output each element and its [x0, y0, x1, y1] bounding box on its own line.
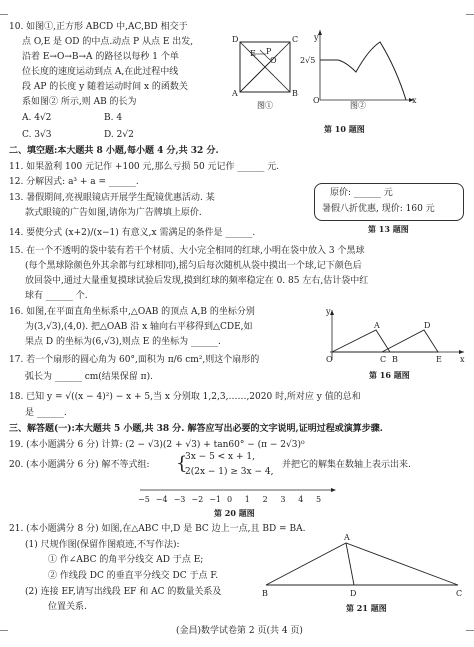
- q10-option-c: C. 3√3: [22, 130, 52, 140]
- q14-text: 14. 要使分式 (x+2)/(x−1) 有意义,x 需满足的条件是 ______.: [9, 228, 256, 238]
- q13-line1: 13. 暑假期间,亮视眼镜店开展学生配镜优惠活动. 某: [9, 193, 215, 203]
- page-footer: (金昌)数学试卷第 2 页(共 4 页): [176, 626, 303, 636]
- q20-number-line: [138, 484, 338, 498]
- q10-label-e: E: [250, 49, 256, 58]
- q21-line2: (1) 尺规作图(保留作图痕迹,不写作法):: [25, 540, 180, 550]
- number-line-tick: −2: [191, 495, 204, 504]
- q21-label-b: B: [262, 589, 268, 598]
- q21-line6: 位置关系.: [48, 602, 87, 612]
- q13-figure-caption: 第 13 题图: [368, 224, 409, 234]
- q10-label-d: D: [232, 35, 239, 44]
- q10-graph-value: 2√5: [300, 56, 316, 65]
- q15-line3: 放回袋中,通过大量重复摸球试验后发现,摸到红球的频率稳定在 0. 85 左右,估计袋中红: [25, 276, 369, 286]
- q17-line2: 弧长为 ______ cm(结果保留 π).: [25, 372, 153, 382]
- q10-label-o: O: [270, 56, 277, 65]
- q21-figure-caption: 第 21 题图: [346, 603, 387, 613]
- q16-label-x: x: [460, 355, 465, 364]
- number-line-tick: −3: [173, 495, 186, 504]
- q18-line1: 18. 已知 y = √((x − 4)²) − x + 5,当 x 分别取 1,2,3,……,2020 时,所对应 y 值的总和: [9, 392, 361, 402]
- q16-label-o: O: [326, 355, 333, 364]
- q12-text: 12. 分解因式: a³ + a = ______.: [9, 177, 139, 187]
- q10-option-b: B. 4: [104, 113, 123, 123]
- q16-label-y: y: [326, 307, 331, 316]
- q16-label-e: E: [436, 355, 442, 364]
- number-line-tick: −4: [155, 495, 168, 504]
- q21-line5: (2) 连接 EF,请写出线段 EF 和 AC 的数量关系及: [25, 587, 222, 597]
- q16-line2: 为(3,√3),(4,0). 把△OAB 沿 x 轴向右平移得到△CDE,如: [25, 322, 253, 332]
- q10-graph-x-label: x: [412, 96, 417, 105]
- section-2-heading: 二、填空题:本大题共 8 小题,每小题 4 分,共 32 分.: [9, 146, 219, 156]
- q16-figure-caption: 第 16 题图: [369, 370, 410, 380]
- q13-ad-line2: 暑假八折优惠, 现价: 160 元: [322, 204, 435, 214]
- crop-mark: [466, 630, 474, 631]
- q11-text: 11. 如果盈利 100 元记作 +100 元,那么亏损 50 元记作 ______ 元.: [9, 162, 280, 172]
- number-line-tick: 4: [298, 495, 304, 504]
- q10-label-a: A: [232, 89, 238, 98]
- q21-line3: ① 作∠ABC 的角平分线交 AD 于点 E;: [48, 555, 204, 565]
- number-line-tick: 5: [316, 495, 322, 504]
- number-line-tick: 0: [227, 495, 233, 504]
- q20-brace: {: [176, 453, 188, 474]
- number-line-tick: −5: [138, 495, 150, 504]
- crop-mark: [466, 14, 474, 15]
- number-line-tick: 1: [244, 495, 250, 504]
- number-line-tick: −1: [209, 495, 221, 504]
- q20-figure-caption: 第 20 题图: [214, 508, 255, 518]
- q21-label-c: C: [456, 589, 463, 598]
- q16-label-b: B: [392, 355, 398, 364]
- q20-line1: 20. (本小题满分 6 分) 解不等式组:: [9, 460, 150, 470]
- q10-line1: 10. 如图①,正方形 ABCD 中,AC,BD 相交于: [9, 22, 188, 32]
- q20-line1-end: 并把它的解集在数轴上表示出来.: [282, 460, 411, 470]
- q21-label-a: A: [344, 533, 350, 542]
- crop-mark: [0, 630, 8, 631]
- number-line-tick: 2: [262, 495, 268, 504]
- q10-line6: 系如图② 所示,则 AB 的长为: [22, 97, 137, 107]
- q10-fig1-label: 图①: [257, 101, 273, 110]
- crop-mark: [0, 14, 8, 15]
- q21-line4: ② 作线段 DC 的垂直平分线交 DC 于点 F.: [48, 571, 219, 581]
- q10-line3: 沿着 E→O→B→A 的路径以每秒 1 个单: [22, 52, 179, 62]
- q10-line4: 位长度的速度运动到点 A,在此过程中线: [22, 67, 179, 77]
- section-3-heading: 三、解答题(一):本大题共 5 小题,共 38 分. 解答应写出必要的文字说明,证明过程或演算步骤.: [9, 424, 383, 434]
- q10-graph-figure: [306, 28, 416, 108]
- q15-line4: 球有 ______ 个.: [25, 291, 88, 301]
- q13-line2: 款式眼镜的广告如图,请你为广告牌填上原价.: [25, 208, 202, 218]
- q20-inequality-2: 2(2x − 1) ≥ 3x − 4,: [185, 467, 274, 477]
- q10-label-c: C: [292, 35, 299, 44]
- q16-line1: 16. 如图,在平面直角坐标系中,△OAB 的顶点 A,B 的坐标分别: [9, 307, 255, 317]
- q15-line1: 15. 在一个不透明的袋中装有若干个材质、大小完全相同的红球,小明在袋中放入 3 个黑球: [9, 246, 365, 256]
- q21-triangle-figure: [262, 540, 462, 590]
- q10-label-p: P: [266, 47, 272, 56]
- number-line-tick: 3: [280, 495, 286, 504]
- q21-line1: 21. (本小题满分 8 分) 如图,在△ABC 中,D 是 BC 边上一点,且 BD = BA.: [9, 524, 306, 534]
- q10-option-a: A. 4√2: [22, 113, 52, 123]
- q18-line2: 是 ______.: [25, 408, 67, 418]
- q16-line3: 果点 D 的坐标为(6,√3),则点 E 的坐标为 ______.: [25, 337, 221, 347]
- q16-label-c: C: [380, 355, 387, 364]
- q13-ad-line1: 原价: ______ 元: [330, 188, 393, 198]
- q10-graph-y-label: y: [314, 33, 319, 42]
- q15-line2: (每个黑球除颜色外其余都与红球相同),摇匀后每次随机从袋中摸出一个球,记下颜色后: [25, 261, 362, 271]
- q10-line2: 点 O,E 是 OD 的中点.动点 P 从点 E 出发,: [22, 37, 194, 47]
- q21-label-d: D: [350, 589, 357, 598]
- q10-graph-origin: O: [313, 96, 320, 105]
- q10-line5: 段 AP 的长度 y 随着运动时间 x 的函数关: [22, 82, 188, 92]
- q17-line1: 17. 若一个扇形的圆心角为 60°,面积为 π/6 cm²,则这个扇形的: [9, 355, 260, 365]
- q19-text: 19. (本小题满分 6 分) 计算: (2 − √3)(2 + √3) + tan60° − (π − 2√3)⁰: [9, 440, 305, 450]
- q16-label-a: A: [374, 321, 380, 330]
- q20-inequality-1: 3x − 5 < x + 1,: [185, 452, 255, 462]
- q16-label-d: D: [424, 321, 431, 330]
- q10-label-b: B: [292, 89, 298, 98]
- q10-option-d: D. 2√2: [104, 130, 134, 140]
- q10-fig2-label: 图②: [350, 101, 366, 110]
- q10-figure-caption: 第 10 题图: [324, 124, 365, 134]
